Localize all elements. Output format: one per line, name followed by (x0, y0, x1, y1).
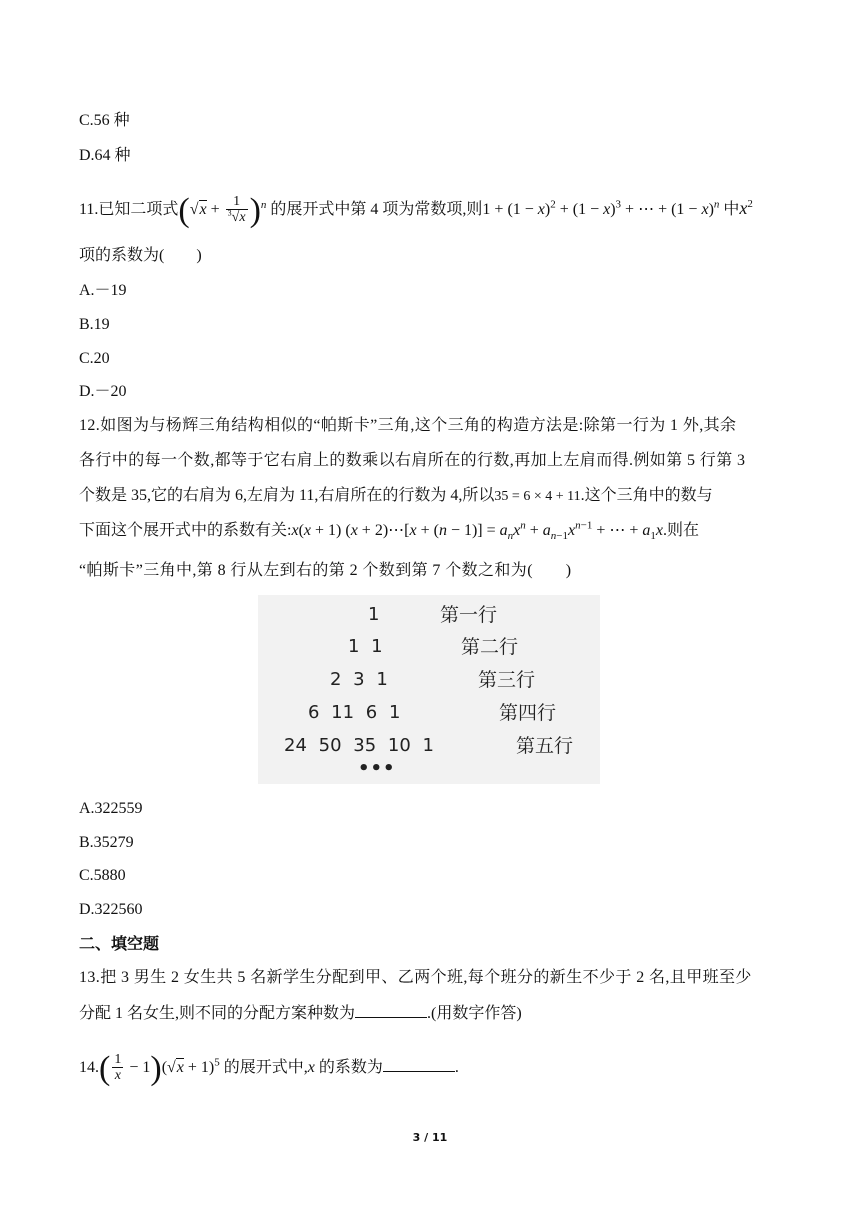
q14-suffix: 的系数为 (314, 1059, 383, 1077)
triangle-row-4-numbers: 6 11 6 1 (308, 702, 401, 723)
q11-binomial: ( (178, 192, 190, 230)
q12-option-c: C.5880 (79, 867, 126, 884)
section-title-fill-in: 二、填空题 (79, 934, 160, 953)
question-11-line-2: 项的系数为( ) (79, 247, 202, 264)
question-14: 14.( $\frac{1}{x}$ − $1)(√x + 1)^5$ 的展开式中,x 的系数为 . (79, 1050, 459, 1088)
q11-tail: 中 (723, 201, 740, 219)
triangle-row-2-numbers: 1 1 (348, 636, 383, 657)
question-12-line-1: 12.如图为与杨辉三角结构相似的“帕斯卡”三角,这个三角的构造方法是:除第一行为 1 外,其余 (79, 417, 737, 434)
q11-prefix: 11.已知二项式 (79, 201, 179, 219)
triangle-row-4-label: 第四行 (499, 702, 557, 724)
triangle-row-1-label: 第一行 (440, 604, 498, 626)
q14-variable: x (307, 1059, 315, 1077)
q12-option-a: A.322559 (79, 800, 143, 817)
triangle-row-5-label: 第五行 (516, 735, 574, 757)
q12-option-b: B.35279 (79, 834, 134, 851)
q11-mid-text: 的展开式中第 4 项为常数项,则 (270, 201, 483, 219)
option-c-prev: C.56 种 (79, 112, 130, 129)
question-13-line-2 (79, 1003, 522, 1024)
q13-answer-blank (355, 1003, 427, 1018)
q14-end: . (454, 1059, 459, 1077)
triangle-row-3-numbers: 2 3 1 (330, 669, 388, 690)
q14-prefix: 14. (79, 1059, 99, 1077)
question-12-line-2: 各行中的每一个数,都等于它右肩上的数乘以右肩所在的行数,再加上左肩而得.例如第 5 行第 3 (79, 452, 746, 469)
question-12-line-4 (79, 521, 699, 541)
question-13-line-1: 13.把 3 男生 2 女生共 5 名新学生分配到甲、乙两个班,每个班分的新生不少于 2 名,且甲班至少 (79, 969, 752, 986)
q14-answer-blank (383, 1057, 455, 1072)
q11-sqrt-x: √x (189, 201, 207, 219)
q12-expansion-formula: x(x + 1) (x + 2)⋯[x + $(n - 1)] = a_nx^n + a_{n-1}x^{n-1}$ + ⋯ + $a_1x$ (291, 519, 663, 543)
q13-suffix: .(用数字作答) (427, 1005, 522, 1022)
triangle-row-3-label: 第三行 (478, 669, 536, 691)
q11-option-c: C.20 (79, 350, 110, 367)
q11-x-squared: $x^2$ (739, 198, 753, 219)
question-11-line-1: 11.已知二项式(√x + $\frac{1}{^3√x}$ )$^n$ 的展开式中第 4 项为常数项,则$1 + (1 - x)^2 + (1 - x)^3$ + ⋯ + $(1 - x)^n$ 中$x^2$ (79, 192, 753, 230)
triangle-continuation-dots: ••• (358, 758, 396, 779)
q12-line4-prefix: 下面这个展开式中的系数有关: (79, 522, 292, 539)
q12-option-d: D.322560 (79, 901, 143, 918)
q12-line4-suffix: .则在 (663, 522, 700, 539)
q12-example-equation: 35 = 6 × 4 + 11 (494, 489, 581, 504)
q11-option-b: B.19 (79, 316, 110, 333)
question-12-line-5: “帕斯卡”三角中,第 8 行从左到右的第 2 个数到第 7 个数之和为( ) (79, 562, 572, 579)
option-d-prev: D.64 种 (79, 147, 131, 164)
triangle-row-2-label: 第二行 (461, 636, 519, 658)
triangle-row-1-numbers: 1 (368, 604, 380, 625)
q12-line3-suffix: .这个三角中的数与 (580, 487, 713, 504)
q12-line3-prefix: 个数是 35,它的右肩为 6,左肩为 11,右肩所在的行数为 4,所以 (79, 487, 495, 504)
question-12-line-3 (79, 486, 713, 507)
q11-fraction: $\frac{1}{^3√x}$ (227, 194, 246, 225)
q14-fraction: $\frac{1}{x}$ (114, 1052, 122, 1083)
page-number: 3 / 11 (412, 1131, 448, 1144)
q14-binomial-power: $(√x + 1)^5$ (161, 1056, 220, 1077)
q11-option-a: A.－19 (79, 282, 127, 299)
pascal-triangle-figure (258, 595, 600, 784)
q14-mid: 的展开式中, (223, 1059, 308, 1077)
q11-option-d: D.－20 (79, 383, 127, 400)
q13-prefix: 分配 1 名女生,则不同的分配方案种数为 (79, 1005, 356, 1022)
triangle-row-5-numbers: 24 50 35 10 1 (284, 735, 434, 756)
q11-series: $1 + (1 - x)^2 + (1 - x)^3$ + ⋯ + $(1 - x)^n$ (482, 198, 720, 219)
